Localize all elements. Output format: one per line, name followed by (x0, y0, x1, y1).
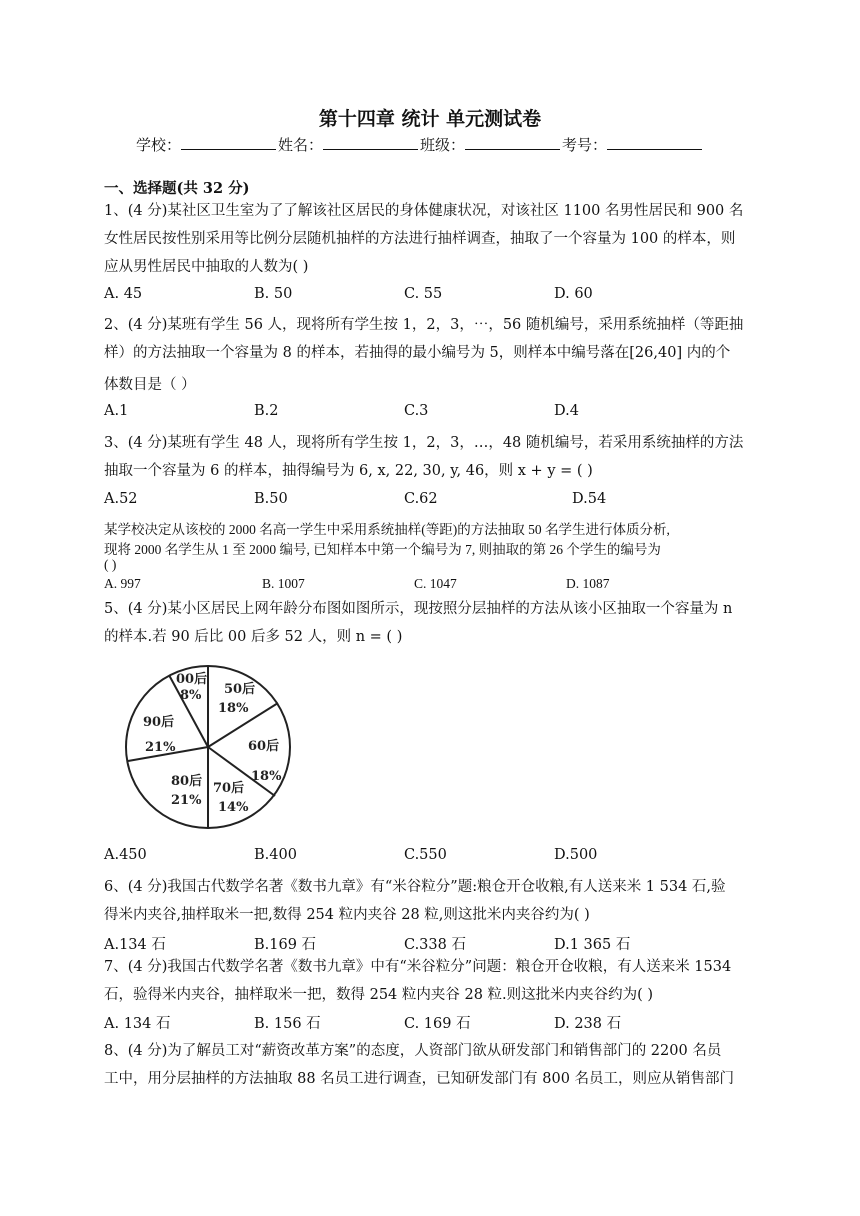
section-heading: 一、选择题(共 32 分) (104, 180, 250, 197)
pie-pct-50: 18% (218, 701, 249, 716)
q6-option-b[interactable]: B.169 石 (254, 937, 317, 953)
q2-option-c[interactable]: C.3 (404, 403, 429, 419)
q5-line-1: 5、(4 分)某小区居民上网年龄分布图如图所示，现按照分层抽样的方法从该小区抽取一个容量为 n (104, 601, 733, 617)
q3-option-a[interactable]: A.52 (104, 491, 138, 507)
q7-option-a[interactable]: A. 134 石 (104, 1016, 171, 1032)
exam-no-label: 考号： (562, 136, 608, 154)
q2-line-1: 2、(4 分)某班有学生 56 人，现将所有学生按 1，2，3，⋯，56 随机编号，采用系统抽样（等距抽 (104, 317, 744, 333)
q5-option-d[interactable]: D.500 (554, 847, 598, 863)
q3-option-c[interactable]: C.62 (404, 491, 438, 507)
q3-line-2: 抽取一个容量为 6 的样本，抽得编号为 6, x, 22, 30, y, 46，则 x + y = ( ) (104, 463, 593, 479)
q7-line-1: 7、(4 分)我国古代数学名著《数书九章》中有“米谷粒分”问题：粮仓开仓收粮，有人送来米 1534 (104, 959, 732, 975)
q3-option-d[interactable]: D.54 (572, 491, 607, 507)
q6-line-1: 6、(4 分)我国古代数学名著《数书九章》有“米谷粒分”题:粮仓开仓收粮,有人送来米 1 534 石,验 (104, 879, 726, 895)
q4-option-d[interactable]: D. 1087 (566, 576, 610, 591)
q2-option-a[interactable]: A.1 (104, 403, 129, 419)
q4-line-1: 某学校决定从该校的 2000 名高一学生中采用系统抽样(等距)的方法抽取 50 名学生进行体质分析, (104, 522, 670, 537)
pie-label-50: 50后 (224, 682, 256, 697)
q1-option-a[interactable]: A. 45 (104, 286, 143, 302)
q1-line-1: 1、(4 分)某社区卫生室为了了解该社区居民的身体健康状况，对该社区 1100 名男性居民和 900 名 (104, 203, 744, 219)
q1-line-2: 女性居民按性别采用等比例分层随机抽样的方法进行抽样调查，抽取了一个容量为 100 的样本，则 (104, 231, 736, 247)
q3-option-b[interactable]: B.50 (254, 491, 288, 507)
q2-line-2: 样）的方法抽取一个容量为 8 的样本，若抽得的最小编号为 5，则样本中编号落在[26,40] 内的个 (104, 345, 731, 361)
pie-pct-90: 21% (145, 740, 176, 755)
pie-label-70: 70后 (213, 781, 245, 796)
page-title: 第十四章 统计 单元测试卷 (318, 108, 542, 130)
q4-option-c[interactable]: C. 1047 (414, 576, 457, 591)
q5-option-b[interactable]: B.400 (254, 847, 297, 863)
q6-option-a[interactable]: A.134 石 (104, 937, 166, 953)
q7-option-d[interactable]: D. 238 石 (554, 1016, 622, 1032)
pie-pct-60: 18% (251, 769, 282, 784)
q1-option-d[interactable]: D. 60 (554, 286, 593, 302)
name-blank[interactable] (323, 135, 418, 150)
q8-line-2: 工中，用分层抽样的方法抽取 88 名员工进行调查，已知研发部门有 800 名员工，则应从销售部门 (104, 1071, 735, 1087)
q6-line-2: 得米内夹谷,抽样取米一把,数得 254 粒内夹谷 28 粒,则这批米内夹谷约为( ) (104, 907, 590, 923)
q5-option-a[interactable]: A.450 (104, 847, 147, 863)
school-label: 学校： (136, 136, 182, 154)
q6-option-c[interactable]: C.338 石 (404, 937, 466, 953)
pie-pct-70: 14% (218, 800, 249, 815)
q4-option-b[interactable]: B. 1007 (262, 576, 305, 591)
q2-line-3: 体数目是（ ） (104, 377, 196, 393)
pie-pct-80: 21% (171, 793, 202, 808)
class-label: 班级： (420, 136, 466, 154)
student-info-line (136, 134, 704, 155)
pie-label-90: 90后 (143, 715, 175, 730)
q5-line-2: 的样本.若 90 后比 00 后多 52 人，则 n = ( ) (104, 629, 403, 645)
pie-pct-00: 8% (180, 688, 202, 703)
q4-line-2: 现将 2000 名学生从 1 至 2000 编号, 已知样本中第一个编号为 7, 则抽取的第 26 个学生的编号为 (104, 542, 661, 557)
q3-line-1: 3、(4 分)某班有学生 48 人，现将所有学生按 1，2，3，…，48 随机编号，若采用系统抽样的方法 (104, 435, 744, 451)
pie-label-60: 60后 (248, 739, 280, 754)
q2-option-b[interactable]: B.2 (254, 403, 279, 419)
q1-option-c[interactable]: C. 55 (404, 286, 443, 302)
q7-option-c[interactable]: C. 169 石 (404, 1016, 471, 1032)
age-pie-chart (120, 663, 300, 835)
exam-no-blank[interactable] (607, 135, 702, 150)
pie-label-80: 80后 (171, 774, 203, 789)
q2-option-d[interactable]: D.4 (554, 403, 579, 419)
class-blank[interactable] (465, 135, 560, 150)
q1-line-3: 应从男性居民中抽取的人数为( ) (104, 259, 309, 275)
q1-option-b[interactable]: B. 50 (254, 286, 293, 302)
q8-line-1: 8、(4 分)为了解员工对“薪资改革方案”的态度，人资部门欲从研发部门和销售部门的 2200 名员 (104, 1043, 722, 1059)
q4-line-3: ( ) (104, 557, 117, 572)
school-blank[interactable] (181, 135, 276, 150)
pie-label-00: 00后 (176, 672, 208, 687)
q5-option-c[interactable]: C.550 (404, 847, 447, 863)
name-label: 姓名： (278, 136, 324, 154)
q6-option-d[interactable]: D.1 365 石 (554, 937, 631, 953)
q4-option-a[interactable]: A. 997 (104, 576, 141, 591)
q7-line-2: 石，验得米内夹谷，抽样取米一把，数得 254 粒内夹谷 28 粒.则这批米内夹谷约为( ) (104, 987, 654, 1003)
q7-option-b[interactable]: B. 156 石 (254, 1016, 321, 1032)
